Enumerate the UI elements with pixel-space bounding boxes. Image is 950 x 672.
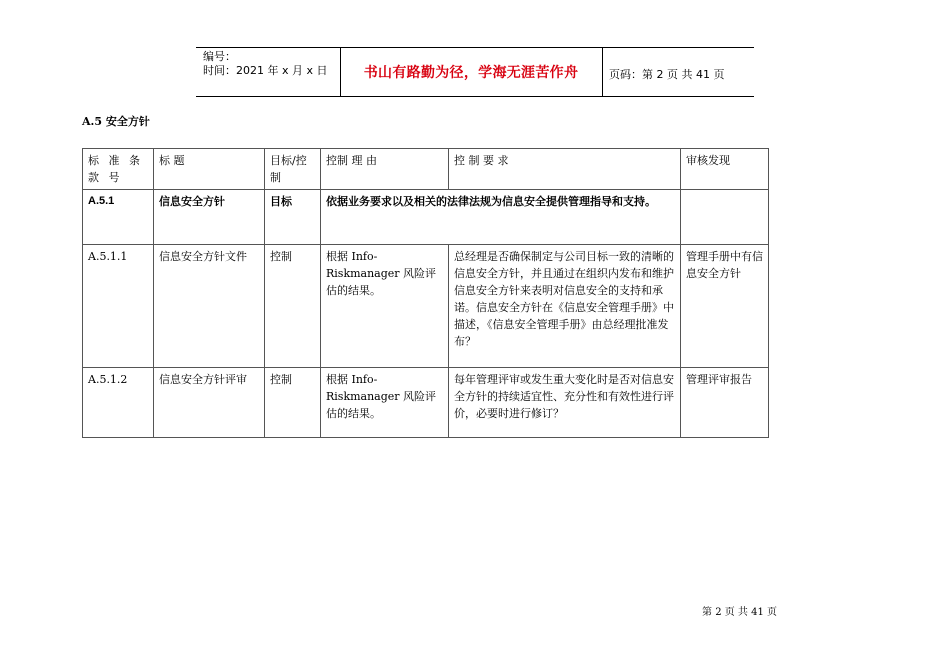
header-finding: 审核发现 [681, 149, 769, 190]
header-motto: 书山有路勤为径，学海无涯苦作舟 [363, 64, 579, 81]
header-bottom-rule [196, 96, 754, 97]
finding-cell [681, 190, 769, 245]
reason-cell: 根据 Info-Riskmanager 风险评估的结果。 [321, 245, 449, 368]
table-header-row [83, 149, 769, 190]
table-row [83, 245, 769, 368]
type-cell: 控制 [265, 245, 321, 368]
audit-table [82, 148, 769, 438]
title-cell: 信息安全方针文件 [154, 245, 265, 368]
title-cell: 信息安全方针 [154, 190, 265, 245]
number-label: 编号： [203, 50, 236, 63]
header-reason: 控制 理 由 [321, 149, 449, 190]
requirement-cell: 总经理是否确保制定与公司目标一致的清晰的信息安全方针，并且通过在组织内发布和维护信息安全方针来表明对信息安全的支持和承诺。信息安全方针在《信息安全管理手册》中描述，《信息安全管理手册》由总经理批准发布？ [449, 245, 681, 368]
header-title: 标 题 [154, 149, 265, 190]
header-meta [203, 50, 328, 78]
clause-cell: A.5.1 [83, 190, 154, 245]
header-page-number: 页码：第 2 页 共 41 页 [609, 68, 725, 81]
reason-cell: 依据业务要求以及相关的法律法规为信息安全提供管理指导和支持。 [321, 190, 681, 245]
clause-cell: A.5.1.2 [83, 368, 154, 438]
finding-cell: 管理评审报告 [681, 368, 769, 438]
header-clause: 标 准 条 款 号 [83, 149, 154, 190]
reason-cell: 根据 Info-Riskmanager 风险评估的结果。 [321, 368, 449, 438]
section-title: A.5 安全方针 [82, 115, 150, 128]
clause-cell: A.5.1.1 [83, 245, 154, 368]
table-row [83, 368, 769, 438]
header-type: 目标/控制 [265, 149, 321, 190]
header-divider-2 [602, 47, 603, 96]
finding-cell: 管理手册中有信息安全方针 [681, 245, 769, 368]
time-label: 时间：2021 年 x 月 x 日 [203, 64, 328, 77]
title-cell: 信息安全方针评审 [154, 368, 265, 438]
table-row [83, 190, 769, 245]
type-cell: 控制 [265, 368, 321, 438]
header-requirement: 控 制 要 求 [449, 149, 681, 190]
requirement-cell: 每年管理评审或发生重大变化时是否对信息安全方针的持续适宜性、充分性和有效性进行评价，必要时进行修订？ [449, 368, 681, 438]
footer-page-number: 第 2 页 共 41 页 [702, 607, 777, 618]
type-cell: 目标 [265, 190, 321, 245]
